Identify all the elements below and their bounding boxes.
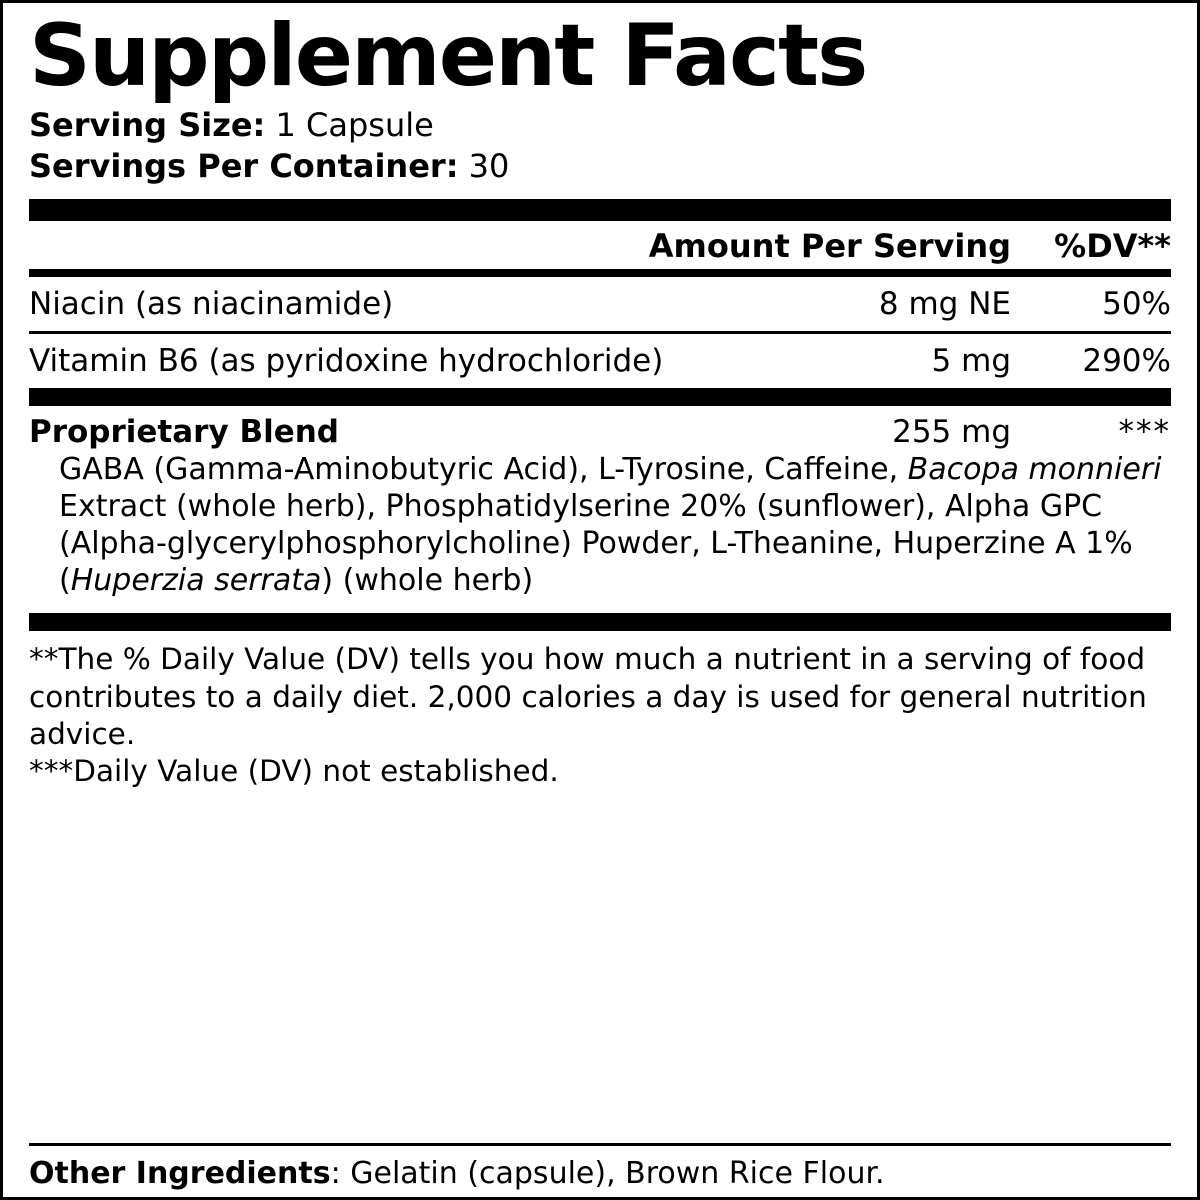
serving-size-line — [29, 105, 1171, 146]
servings-per-container-line — [29, 146, 1171, 187]
nutrient-amount: 8 mg NE — [878, 285, 1011, 322]
serving-size-value: 1 Capsule — [265, 106, 434, 144]
nutrient-name: Niacin (as niacinamide) — [29, 285, 394, 322]
spacer — [29, 790, 1171, 1143]
footnote-daily-value: **The % Daily Value (DV) tells you how much a nutrient in a serving of food contributes to a daily diet. 2,000 calories a day is used for general nutrition advice. — [29, 642, 1147, 751]
footnote-not-established: ***Daily Value (DV) not established. — [29, 753, 559, 788]
page-title: Supplement Facts — [29, 6, 867, 106]
divider-below-headers — [29, 269, 1171, 277]
servings-per-container-value: 30 — [458, 146, 510, 185]
blend-name: Proprietary Blend — [29, 413, 339, 450]
blend-dv: *** — [1118, 413, 1171, 450]
nutrient-dv: 290% — [1082, 342, 1171, 379]
header-amount-per-serving: Amount Per Serving — [648, 226, 1011, 265]
nutrient-amount: 5 mg — [931, 342, 1011, 379]
other-ingredients-label: Other Ingredients — [29, 1156, 331, 1191]
table-row — [29, 277, 1171, 331]
blend-ingredients: GABA (Gamma-Aminobutyric Acid), L-Tyrosine, Caffeine, Bacopa monnieri Extract (whole herb), Phosphatidylserine 20% (sunflower), Alpha GPC (Alpha-glycerylphosphorylcholine) Powder, L-Theanine, Huperzine A 1% (Huperzia serrata) (whole herb) — [59, 451, 1162, 598]
other-ingredients — [29, 1146, 1171, 1197]
serving-size-label: Serving Size: — [29, 106, 266, 144]
table-row — [29, 334, 1171, 388]
servings-per-container-label: Servings Per Container: — [29, 146, 459, 185]
nutrient-name: Vitamin B6 (as pyridoxine hydrochloride) — [29, 342, 664, 379]
other-ingredients-value: : Gelatin (capsule), Brown Rice Flour. — [330, 1156, 885, 1191]
column-headers — [29, 221, 1171, 269]
header-percent-dv: %DV** — [1054, 226, 1171, 265]
nutrient-dv: 50% — [1102, 285, 1171, 322]
blend-amount: 255 mg — [892, 413, 1011, 450]
divider-thick-top — [29, 199, 1171, 221]
divider-thick-blend — [29, 388, 1171, 406]
proprietary-blend-row — [29, 406, 1171, 450]
divider-thick-footnotes — [29, 613, 1171, 631]
